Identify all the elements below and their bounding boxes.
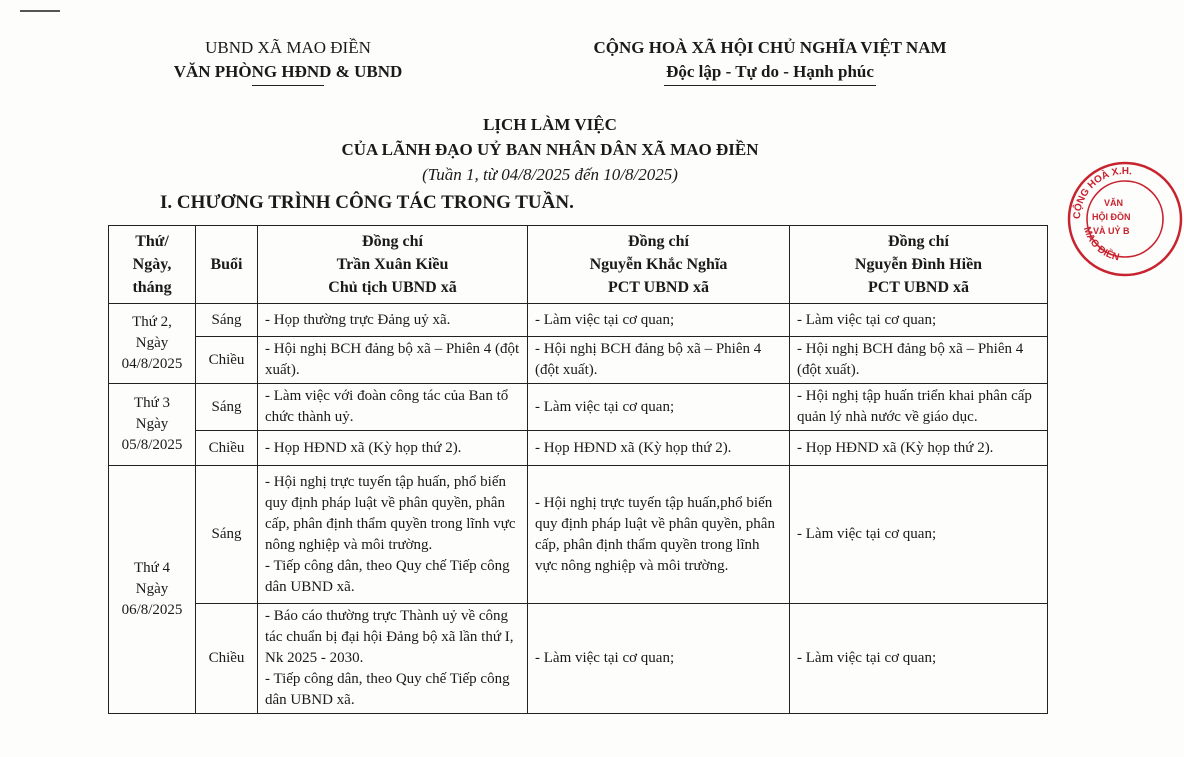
title-line-2: CỦA LÃNH ĐẠO UỶ BAN NHÂN DÂN XÃ MAO ĐIỀN	[341, 140, 759, 159]
leader-2-task: - Làm việc tại cơ quan;	[528, 604, 790, 714]
work-schedule-table	[108, 225, 1048, 714]
table-header-row	[109, 226, 1048, 304]
svg-text:VÀ UỶ B: VÀ UỶ B	[1093, 226, 1130, 236]
session-cell: Chiều	[196, 337, 258, 384]
leader-2-task: - Làm việc tại cơ quan;	[528, 384, 790, 431]
issuing-agency-block	[168, 36, 408, 86]
svg-text:VĂN: VĂN	[1104, 198, 1124, 208]
leader-2-task: - Hội nghị BCH đảng bộ xã – Phiên 4 (đột xuất).	[528, 337, 790, 384]
session-cell: Sáng	[196, 466, 258, 604]
agency-name: UBND XÃ MAO ĐIỀN	[205, 38, 371, 57]
agency-underline	[252, 85, 324, 86]
session-cell: Chiều	[196, 431, 258, 466]
national-title-block	[560, 36, 980, 86]
leader-2-task: - Làm việc tại cơ quan;	[528, 304, 790, 337]
corner-scan-mark	[20, 10, 60, 12]
office-name: VĂN PHÒNG HĐND & UBND	[173, 62, 403, 81]
session-cell: Chiều	[196, 604, 258, 714]
leader-2-task: - Họp HĐND xã (Kỳ họp thứ 2).	[528, 431, 790, 466]
svg-text:HỘI ĐỒN: HỘI ĐỒN	[1092, 212, 1131, 222]
leader-1-task: - Hội nghị BCH đảng bộ xã – Phiên 4 (đột xuất).	[258, 337, 528, 384]
section-heading: I. CHƯƠNG TRÌNH CÔNG TÁC TRONG TUẦN.	[160, 192, 574, 213]
leader-3-task: - Hội nghị tập huấn triển khai phân cấp quản lý nhà nước về giáo dục.	[790, 384, 1048, 431]
header-leader-2: Đồng chí Nguyễn Khắc Nghĩa PCT UBND xã	[528, 226, 790, 304]
table-row	[109, 466, 1048, 604]
leader-2-task: - Hội nghị trực tuyến tập huấn,phổ biến quy định pháp luật về phân quyền, phân cấp, phân định thẩm quyền trong lĩnh vực nông nghiệp và môi trường.	[528, 466, 790, 604]
leader-3-task: - Làm việc tại cơ quan;	[790, 466, 1048, 604]
session-cell: Sáng	[196, 384, 258, 431]
day-cell: Thứ 3 Ngày 05/8/2025	[109, 384, 196, 466]
document-title	[250, 112, 850, 187]
table-row	[109, 604, 1048, 714]
header-day: Thứ/ Ngày, tháng	[109, 226, 196, 304]
table-row	[109, 304, 1048, 337]
leader-3-task: - Họp HĐND xã (Kỳ họp thứ 2).	[790, 431, 1048, 466]
svg-text:CỘNG HOÀ X.H.: CỘNG HOÀ X.H.	[1071, 165, 1133, 220]
table-row	[109, 384, 1048, 431]
leader-1-task: - Hội nghị trực tuyến tập huấn, phổ biến quy định pháp luật về phân quyền, phân cấp, phân định thẩm quyền trong lĩnh vực nông nghiệp và môi trường. - Tiếp công dân, theo Quy chế Tiếp công dân UBND xã.	[258, 466, 528, 604]
session-cell: Sáng	[196, 304, 258, 337]
title-line-1: LỊCH LÀM VIỆC	[483, 115, 617, 134]
day-cell: Thứ 2, Ngày 04/8/2025	[109, 304, 196, 384]
red-seal-stamp-icon	[1066, 160, 1184, 278]
title-week-range: (Tuần 1, từ 04/8/2025 đến 10/8/2025)	[422, 165, 678, 184]
country-name: CỘNG HOÀ XÃ HỘI CHỦ NGHĨA VIỆT NAM	[593, 38, 947, 57]
header-leader-3: Đồng chí Nguyễn Đình Hiền PCT UBND xã	[790, 226, 1048, 304]
header-session: Buổi	[196, 226, 258, 304]
leader-3-task: - Làm việc tại cơ quan;	[790, 304, 1048, 337]
national-motto: Độc lập - Tự do - Hạnh phúc	[664, 60, 876, 86]
day-cell: Thứ 4 Ngày 06/8/2025	[109, 466, 196, 714]
table-row	[109, 337, 1048, 384]
leader-1-task: - Báo cáo thường trực Thành uỷ về công tác chuẩn bị đại hội Đảng bộ xã lần thứ I, Nk 2025 - 2030. - Tiếp công dân, theo Quy chế Tiếp công dân UBND xã.	[258, 604, 528, 714]
leader-3-task: - Hội nghị BCH đảng bộ xã – Phiên 4 (đột xuất).	[790, 337, 1048, 384]
svg-text:MAO ĐIỀN: MAO ĐIỀN	[1080, 225, 1121, 264]
table-row	[109, 431, 1048, 466]
leader-1-task: - Họp HĐND xã (Kỳ họp thứ 2).	[258, 431, 528, 466]
header-leader-1: Đồng chí Trần Xuân Kiều Chủ tịch UBND xã	[258, 226, 528, 304]
leader-3-task: - Làm việc tại cơ quan;	[790, 604, 1048, 714]
leader-1-task: - Làm việc với đoàn công tác của Ban tổ chức thành uỷ.	[258, 384, 528, 431]
leader-1-task: - Họp thường trực Đảng uỷ xã.	[258, 304, 528, 337]
